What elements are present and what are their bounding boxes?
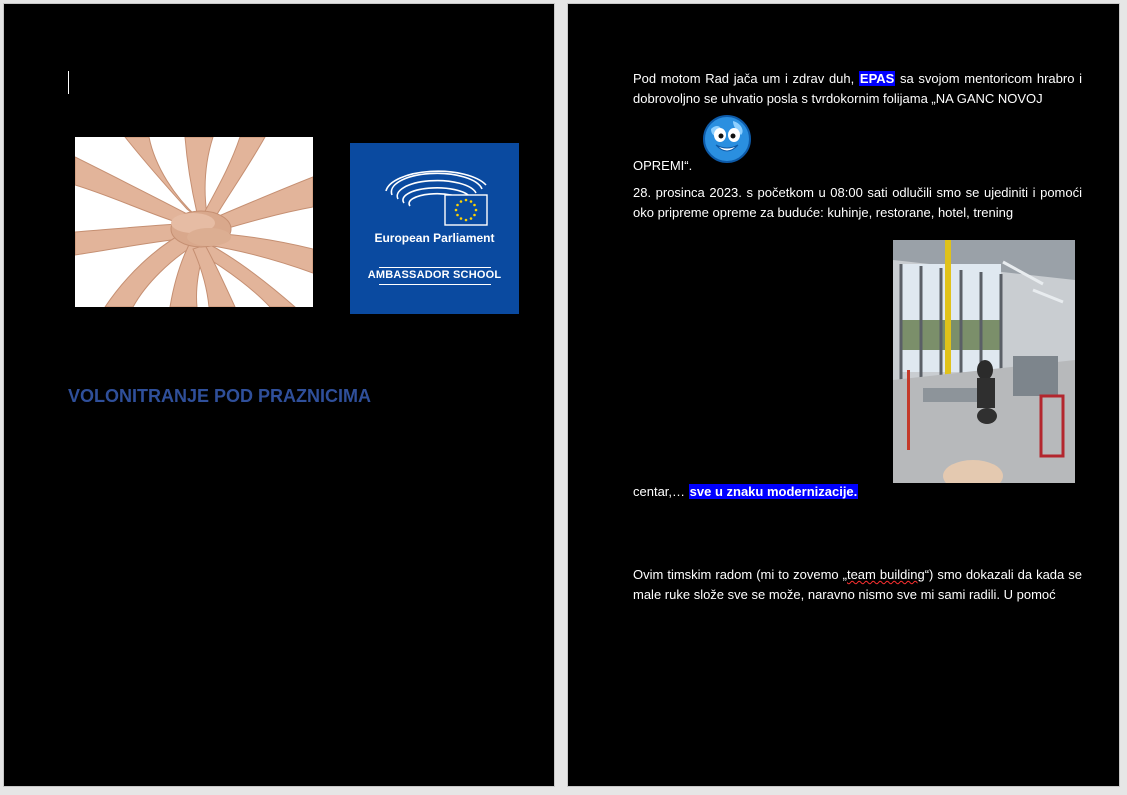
paragraph-date: 28. prosinca 2023. s početkom u 08:00 sati odlučili smo se ujediniti i pomoći oko pripreme opreme za buduće: kuhinje, restorane, hotel, trening — [633, 185, 1082, 220]
teamwork-text-before: Ovim timskim radom (mi to zovemo „ — [633, 567, 847, 582]
stacked-hands-image[interactable] — [75, 137, 313, 307]
text-cursor — [68, 71, 69, 94]
logo-name: European Parliament — [374, 231, 495, 245]
paragraph-intro — [633, 69, 1082, 109]
modernization-text-before: centar,… — [633, 484, 686, 499]
paragraph-modernization — [633, 482, 1082, 502]
intro-text-end: OPREMI“. — [633, 158, 693, 173]
logo-school: AMBASSADOR SCHOOL — [367, 269, 502, 281]
workshop-scene-illustration — [893, 240, 1075, 483]
team-building-spellcheck: team building — [846, 567, 925, 582]
logo-rule-bottom — [379, 284, 491, 285]
teamwork-text-after: “) smo dokazali da kada se male ruke slože sve se može, naravno nismo sve mi sami radili. U pomoć — [633, 567, 1082, 602]
document-page-1 — [3, 3, 555, 787]
intro-text-after: sa svojom mentoricom hrabro i dobrovoljno se uhvatio posla s tvrdokornim folijama „NA GANC NOVOJ — [633, 71, 1082, 106]
intro-text-before: Pod motom Rad jača um i zdrav duh, — [633, 71, 855, 86]
page-title: VOLONITRANJE POD PRAZNICIMA — [68, 386, 372, 406]
hands-illustration — [75, 137, 313, 307]
document-page-2 — [567, 3, 1120, 787]
workshop-photo[interactable] — [893, 240, 1075, 483]
logo-rule-top — [379, 267, 491, 268]
modernization-highlight: sve u znaku modernizacije. — [689, 484, 858, 499]
epas-highlight: EPAS — [859, 71, 895, 86]
parliament-hemicycle-icon — [350, 143, 519, 233]
european-parliament-logo[interactable] — [350, 143, 519, 314]
paragraph-teamwork — [633, 565, 1082, 605]
